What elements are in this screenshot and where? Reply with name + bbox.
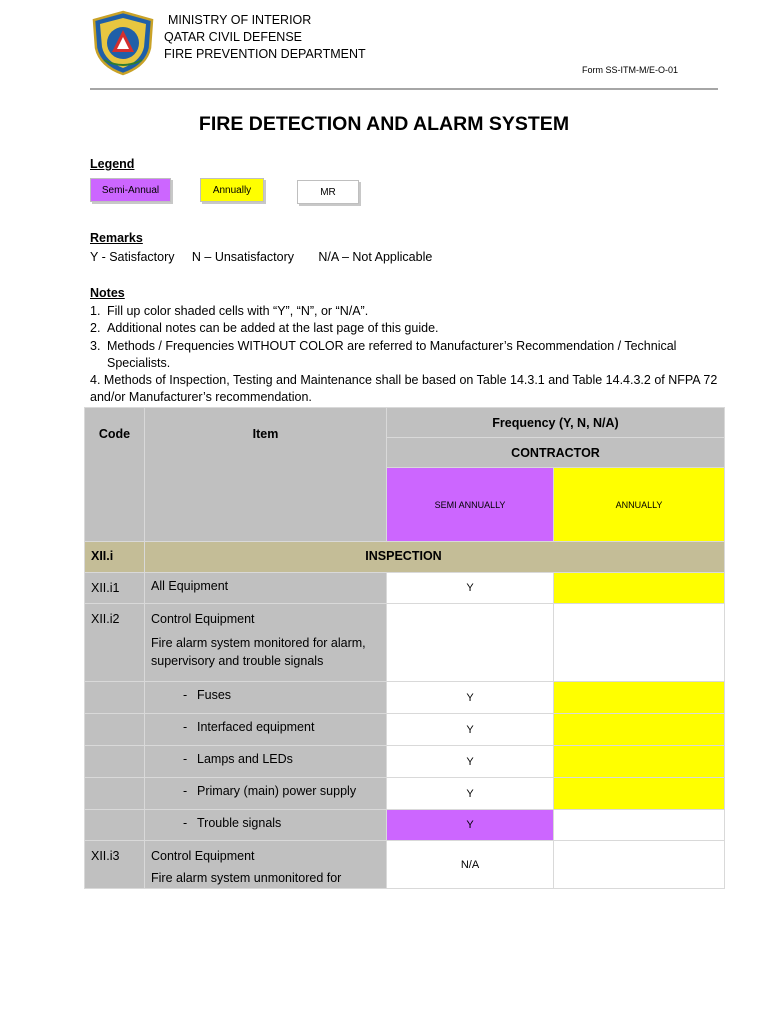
- note-item: 3. Methods / Frequencies WITHOUT COLOR are referred to Manufacturer’s Recommendation / Technical Specialists.: [90, 338, 677, 370]
- annual-cell[interactable]: [554, 573, 725, 604]
- header-code: Code: [85, 408, 145, 542]
- annual-cell[interactable]: [554, 778, 725, 810]
- document-header: [90, 8, 718, 90]
- semi-annual-cell[interactable]: Y: [387, 746, 554, 778]
- semi-annual-cell: [387, 604, 554, 682]
- table-row: XII.i1 All Equipment Y: [85, 573, 725, 604]
- header-frequency: Frequency (Y, N, N/A): [387, 408, 725, 438]
- header-semi-annually: SEMI ANNUALLY: [387, 468, 554, 542]
- notes-list: [90, 303, 720, 407]
- annual-cell[interactable]: [554, 746, 725, 778]
- remark-unsatisfactory: N – Unsatisfactory: [191, 250, 295, 264]
- legend-semi-annual: Semi-Annual: [90, 178, 171, 202]
- qatar-civil-defense-emblem-icon: [90, 10, 156, 76]
- semi-annual-cell[interactable]: Y: [387, 682, 554, 714]
- semi-annual-cell: N/A: [387, 841, 554, 889]
- org-line-civil-defense: QATAR CIVIL DEFENSE: [164, 30, 302, 44]
- section-code: XII.i: [85, 542, 145, 573]
- header-item: Item: [145, 408, 387, 542]
- legend-annually: Annually: [200, 178, 264, 202]
- annual-cell[interactable]: [554, 714, 725, 746]
- semi-annual-cell[interactable]: Y: [387, 714, 554, 746]
- header-annually: ANNUALLY: [554, 468, 725, 542]
- org-line-department: FIRE PREVENTION DEPARTMENT: [164, 47, 366, 61]
- table-row: - Trouble signals Y: [85, 810, 725, 841]
- table-row: - Fuses Y: [85, 682, 725, 714]
- semi-annual-cell[interactable]: Y: [387, 810, 554, 841]
- table-row: - Lamps and LEDs Y: [85, 746, 725, 778]
- header-divider: [90, 88, 718, 90]
- section-title: INSPECTION: [145, 542, 725, 573]
- annual-cell: [554, 604, 725, 682]
- page-title: FIRE DETECTION AND ALARM SYSTEM: [198, 113, 570, 135]
- header-contractor: CONTRACTOR: [387, 438, 725, 468]
- organization-name: [164, 12, 366, 63]
- form-number: Form SS-ITM-M/E-O-01: [582, 65, 678, 75]
- inspection-table: [84, 407, 725, 889]
- note-item: 1. Fill up color shaded cells with “Y”, “N”, or “N/A”.: [90, 304, 369, 318]
- section-row: [85, 542, 725, 573]
- annual-cell: [554, 810, 725, 841]
- semi-annual-cell[interactable]: Y: [387, 573, 554, 604]
- notes-heading: Notes: [90, 286, 125, 300]
- remark-not-applicable: N/A – Not Applicable: [318, 250, 433, 264]
- org-line-ministry: MINISTRY OF INTERIOR: [168, 13, 312, 27]
- table-row: - Primary (main) power supply Y: [85, 778, 725, 810]
- table-row: XII.i3 Control Equipment Fire alarm system unmonitored for N/A: [85, 841, 725, 889]
- legend-mr: MR: [297, 180, 359, 204]
- annual-cell: [554, 841, 725, 889]
- remark-satisfactory: Y - Satisfactory: [90, 250, 175, 264]
- remarks-list: [90, 250, 432, 264]
- note-item: 2. Additional notes can be added at the last page of this guide.: [90, 321, 439, 336]
- note-item: 4. Methods of Inspection, Testing and Maintenance shall be based on Table 14.3.1 and Table 14.4.3.2 of NFPA 72 and/or Manufacturer’s recommendation.: [90, 373, 718, 405]
- annual-cell[interactable]: [554, 682, 725, 714]
- table-row: - Interfaced equipment Y: [85, 714, 725, 746]
- semi-annual-cell[interactable]: Y: [387, 778, 554, 810]
- remarks-heading: Remarks: [90, 231, 143, 245]
- legend-heading: Legend: [90, 157, 135, 171]
- table-row: XII.i2 Control Equipment Fire alarm system monitored for alarm, supervisory and trouble signals: [85, 604, 725, 682]
